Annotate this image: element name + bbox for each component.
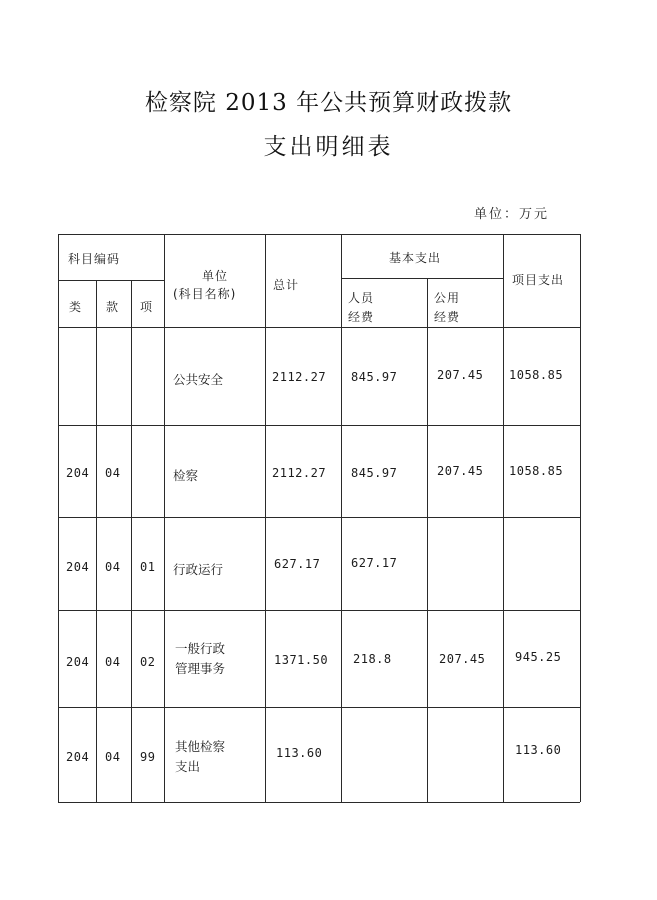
table-rule (58, 327, 580, 328)
cell-kuan: 04 (105, 466, 121, 480)
header-subject-code: 科目编码 (68, 252, 121, 266)
table-rule (58, 707, 580, 708)
cell-xiang: 99 (140, 750, 156, 764)
cell-name: 行政运行 (173, 562, 224, 577)
table-rule (131, 280, 132, 802)
header-lei: 类 (69, 300, 83, 314)
table-border-bottom (58, 802, 580, 803)
cell-project: 113.60 (515, 743, 562, 757)
cell-public: 207.45 (437, 464, 484, 478)
cell-public: 207.45 (437, 368, 484, 382)
cell-lei: 204 (66, 655, 90, 669)
header-personnel-line2: 经费 (348, 310, 375, 324)
header-project-expenditure: 项目支出 (512, 273, 565, 287)
cell-personnel: 845.97 (351, 370, 398, 384)
header-personnel-line1: 人员 (348, 291, 375, 305)
table-rule (96, 280, 97, 802)
table-rule (58, 280, 164, 281)
cell-lei: 204 (66, 466, 90, 480)
unit-label: 单位：万元 (474, 207, 550, 222)
cell-name: 检察 (173, 468, 199, 483)
cell-total: 2112.27 (272, 370, 327, 384)
table-border-right (580, 234, 581, 802)
cell-total: 2112.27 (272, 466, 327, 480)
table-rule (427, 278, 428, 802)
header-xiang: 项 (140, 300, 154, 314)
header-unit-name-line2: (科目名称) (173, 287, 237, 301)
document-title-line2: 支出明细表 (263, 134, 394, 160)
table-rule (164, 234, 165, 802)
cell-project: 1058.85 (509, 368, 564, 382)
cell-project: 945.25 (515, 650, 562, 664)
table-rule (503, 234, 504, 802)
table-rule (58, 517, 580, 518)
header-unit-name-line1: 单位 (202, 269, 229, 283)
cell-xiang: 01 (140, 560, 156, 574)
header-basic-expenditure: 基本支出 (389, 251, 442, 265)
cell-personnel: 627.17 (351, 556, 398, 570)
table-border-left (58, 234, 59, 802)
cell-name-line2: 支出 (175, 759, 201, 774)
document-title-line1: 检察院 2013 年公共预算财政拨款 (144, 90, 513, 116)
cell-personnel: 218.8 (353, 652, 392, 666)
table-rule (58, 425, 580, 426)
cell-name-line1: 其他检察 (175, 739, 226, 754)
cell-lei: 204 (66, 750, 90, 764)
cell-kuan: 04 (105, 750, 121, 764)
cell-public: 207.45 (439, 652, 486, 666)
cell-kuan: 04 (105, 655, 121, 669)
cell-total: 113.60 (276, 746, 323, 760)
cell-xiang: 02 (140, 655, 156, 669)
cell-total: 1371.50 (274, 653, 329, 667)
table-rule (341, 278, 503, 279)
table-rule (265, 234, 266, 802)
cell-lei: 204 (66, 560, 90, 574)
cell-kuan: 04 (105, 560, 121, 574)
table-border-top (58, 234, 580, 235)
header-public-line1: 公用 (434, 291, 461, 305)
header-kuan: 款 (106, 300, 120, 314)
cell-personnel: 845.97 (351, 466, 398, 480)
header-total: 总计 (273, 278, 300, 292)
table-rule (341, 234, 342, 802)
cell-name: 公共安全 (173, 372, 224, 387)
cell-project: 1058.85 (509, 464, 564, 478)
table-rule (58, 610, 580, 611)
cell-total: 627.17 (274, 557, 321, 571)
cell-name-line2: 管理事务 (175, 661, 226, 676)
cell-name-line1: 一般行政 (175, 641, 226, 656)
header-public-line2: 经费 (434, 310, 461, 324)
